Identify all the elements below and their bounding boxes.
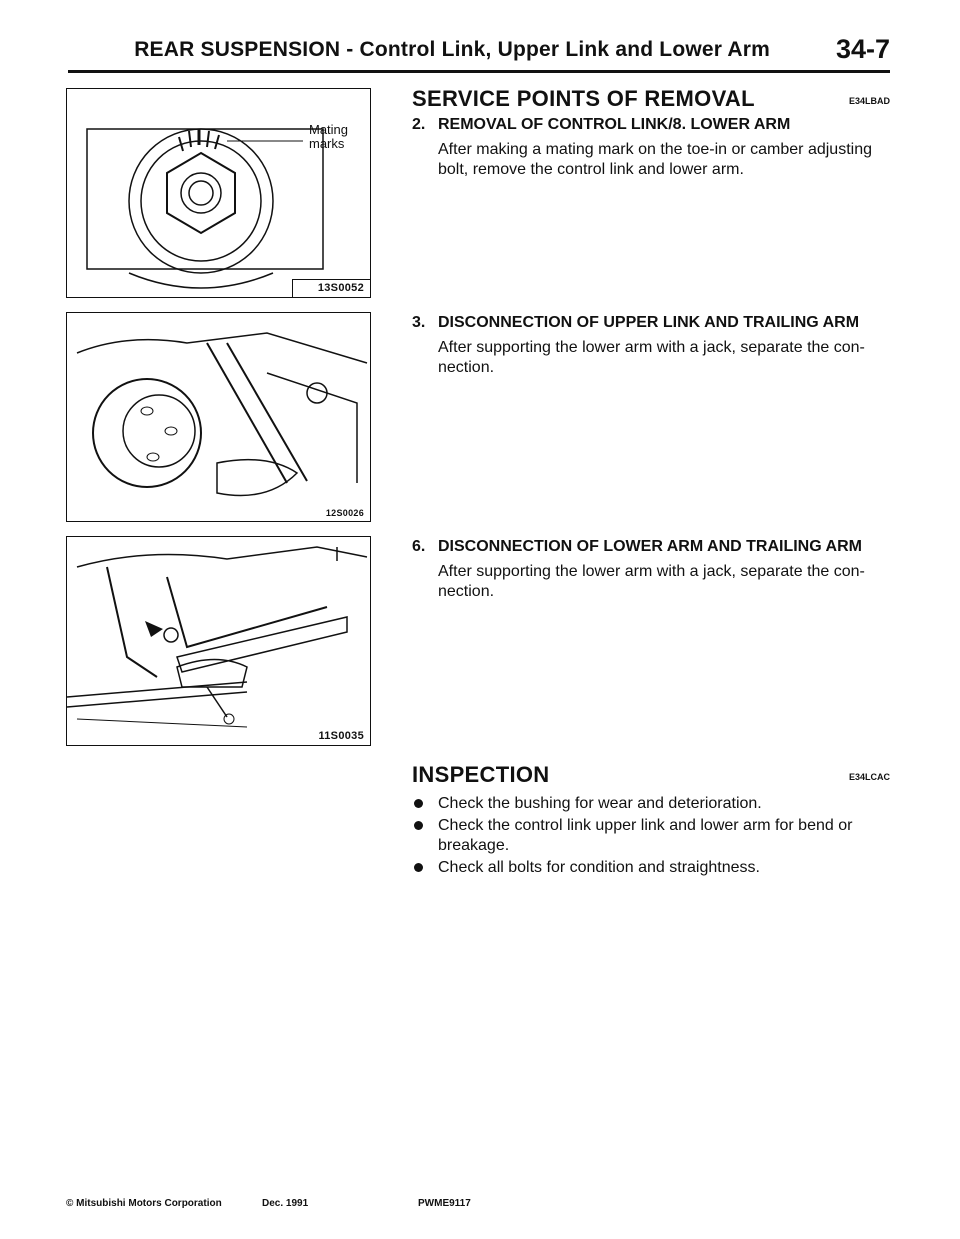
figure-lower-arm	[66, 536, 371, 746]
section-title: INSPECTION	[412, 762, 550, 787]
bullet-icon	[414, 863, 423, 872]
footer-copyright: © Mitsubishi Motors Corporation	[66, 1198, 222, 1209]
step-heading: 3. DISCONNECTION OF UPPER LINK AND TRAILING ARM	[412, 314, 860, 331]
page-header	[0, 34, 890, 72]
step-item	[412, 538, 890, 602]
step-body: After making a mating mark on the toe-in or camber adjusting bolt, remove the control link and lower arm.	[438, 141, 872, 178]
list-item: breakage.	[438, 837, 510, 854]
list-item: Check the control link upper link and lower arm for bend or	[412, 816, 890, 836]
list-item: Check all bolts for condition and straightness.	[412, 858, 890, 878]
bullet-icon	[414, 799, 423, 808]
arrow-icon	[145, 621, 163, 637]
section-title: SERVICE POINTS OF REMOVAL	[412, 86, 755, 111]
step-body: After supporting the lower arm with a jack, separate the con- nection.	[438, 339, 865, 376]
bullet-icon	[414, 821, 423, 830]
mating-marks-label: Mating marks	[309, 122, 349, 151]
figure-upper-link	[66, 312, 371, 522]
section-code: E34LBAD	[848, 96, 890, 106]
section-code: E34LCAC	[848, 772, 890, 782]
upper-link-illustration	[67, 313, 370, 521]
step-item	[412, 314, 890, 378]
figure-code: 12S0026	[325, 508, 364, 518]
figure-code: 13S0052	[317, 282, 364, 294]
service-points-section	[412, 86, 890, 114]
figure-mating-marks	[66, 88, 371, 298]
lower-arm-illustration	[67, 537, 370, 745]
header-rule	[68, 70, 890, 73]
page-number: 34-7	[835, 34, 890, 64]
step-heading: 2. REMOVAL OF CONTROL LINK/8. LOWER ARM	[412, 116, 791, 133]
footer-doc-code: PWME9117	[418, 1198, 471, 1209]
step-item	[412, 116, 890, 180]
figure-code: 11S0035	[318, 730, 364, 742]
inspection-section	[412, 762, 890, 878]
mating-marks-illustration	[67, 89, 370, 297]
footer-date: Dec. 1991	[262, 1198, 309, 1209]
step-heading: 6. DISCONNECTION OF LOWER ARM AND TRAILING ARM	[412, 538, 862, 555]
list-item: Check the bushing for wear and deterioration.	[412, 794, 890, 814]
page-title: REAR SUSPENSION - Control Link, Upper Link and Lower Arm	[134, 38, 770, 61]
step-body: After supporting the lower arm with a jack, separate the con- nection.	[438, 563, 865, 600]
